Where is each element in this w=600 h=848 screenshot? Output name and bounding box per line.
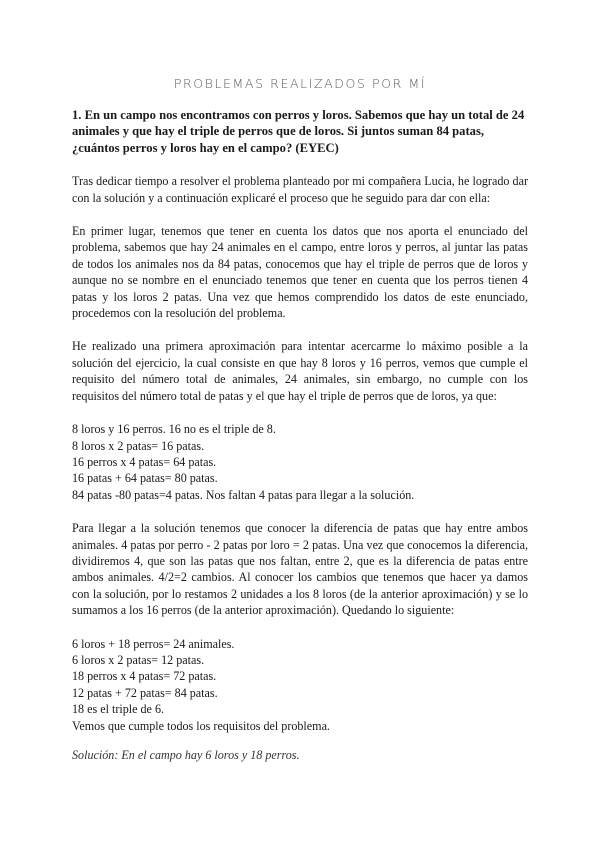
calc-line: Vemos que cumple todos los requisitos del problema. [72, 718, 330, 733]
document-body [72, 107, 528, 763]
first-attempt-calculations [72, 421, 528, 503]
calc-line: 18 perros x 4 patas= 72 patas. [72, 669, 217, 684]
calc-line: 16 patas + 64 patas= 80 patas. [72, 471, 218, 486]
intro-paragraph: Tras dedicar tiempo a resolver el problema planteado por mi compañera Lucia, he logrado dar con la solución y a continuación explicaré el proceso que he seguido para dar con ella: [72, 174, 528, 205]
calc-line: 8 loros x 2 patas= 16 patas. [72, 438, 205, 453]
calc-line: 8 loros y 16 perros. 16 no es el triple de 8. [72, 422, 276, 437]
page-title: PROBLEMAS REALIZADOS POR MÍ [173, 76, 427, 91]
final-calculations [72, 636, 528, 734]
data-analysis-paragraph: En primer lugar, tenemos que tener en cuenta los datos que nos aporta el enunciado del problema, sabemos que hay 24 animales en el campo, entre loros y perros, al juntar las patas de todos los animales nos da 84 patas, conocemos que hay el triple de perros que de loros y aunque no se nombre en el enunciado tenemos que tener en cuenta que los perros tienen 4 patas y los loros 2 patas. Una vez que hemos comprendido los datos de este enunciado, procedemos con la resolución del problema. [72, 224, 528, 321]
solution-text: Solución: En el campo hay 6 loros y 18 perros. [72, 748, 300, 762]
calc-line: 12 patas + 72 patas= 84 patas. [72, 685, 218, 700]
calc-line: 18 es el triple de 6. [72, 702, 165, 717]
calc-line: 6 loros x 2 patas= 12 patas. [72, 652, 205, 667]
calc-line: 16 perros x 4 patas= 64 patas. [72, 454, 217, 469]
calc-line: 84 patas -80 patas=4 patas. Nos faltan 4 patas para llegar a la solución. [72, 487, 415, 502]
explanation-paragraph: Para llegar a la solución tenemos que conocer la diferencia de patas que hay entre ambos animales. 4 patas por perro - 2 patas por loro = 2 patas. Una vez que conocemos la diferencia, dividiremos 4, que son las patas que nos faltan, entre 2, que es la diferencia de patas entre ambos animales. 4/2=2 cambios. Al conocer los cambios que tenemos que hacer ya damos con la solución, por lo restamos 2 unidades a los 8 loros (de la anterior aproximación) y se lo sumamos a los 16 perros (de la anterior aproximación). Quedando lo siguiente: [72, 521, 528, 618]
problem-statement: 1. En un campo nos encontramos con perros y loros. Sabemos que hay un total de 24 animales y que hay el triple de perros que de loros. Si juntos suman 84 patas, ¿cuántos perros y loros hay en el campo? (EYEC) [72, 108, 525, 155]
calc-line: 6 loros + 18 perros= 24 animales. [72, 636, 235, 651]
first-approximation-paragraph: He realizado una primera aproximación para intentar acercarme lo máximo posible a la solución del ejercicio, la cual consiste en que hay 8 loros y 16 perros, vemos que cumple el requisito del número total de animales, 24 animales, sin embargo, no cumple con los requisitos del número total de patas y el que hay el triple de perros que de loros, ya que: [72, 339, 528, 403]
